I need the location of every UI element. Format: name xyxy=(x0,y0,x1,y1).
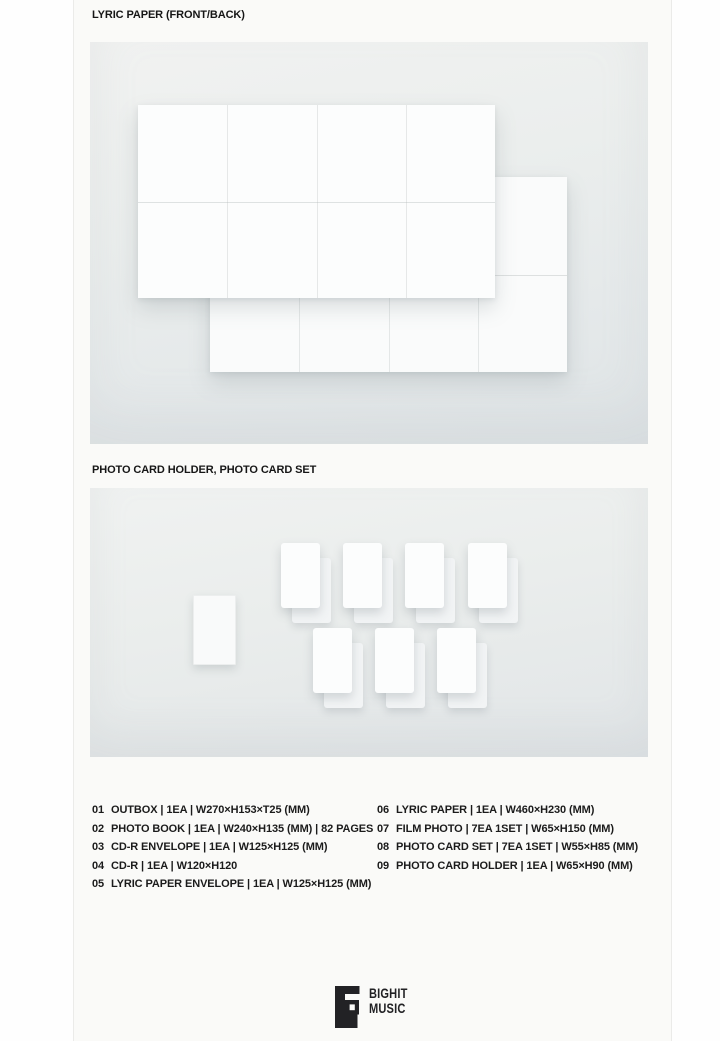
component-item xyxy=(92,820,377,839)
component-desc: PHOTO CARD HOLDER | 1EA | W65×H90 (MM) xyxy=(396,859,633,872)
bighit-logo-icon xyxy=(335,986,361,1028)
component-desc: CD-R ENVELOPE | 1EA | W125×H125 (MM) xyxy=(111,841,328,854)
photo-card-front xyxy=(343,543,382,608)
photo-card-front xyxy=(375,628,414,693)
component-item xyxy=(92,838,377,857)
photo-card-front xyxy=(313,628,352,693)
photo-card-front xyxy=(437,628,476,693)
fold-line xyxy=(138,202,495,203)
photo-card-pair xyxy=(281,543,332,624)
photo-card-pair xyxy=(405,543,456,624)
photo-card-holder xyxy=(193,595,236,665)
photo-card-photo xyxy=(90,488,648,757)
component-item xyxy=(377,857,657,876)
component-number: 01 xyxy=(92,804,105,816)
component-item xyxy=(92,801,377,820)
component-desc: PHOTO BOOK | 1EA | W240×H135 (MM) | 82 PAGES xyxy=(111,822,374,835)
component-desc: LYRIC PAPER ENVELOPE | 1EA | W125×H125 (MM) xyxy=(111,878,372,891)
component-item xyxy=(377,801,657,820)
photo-card-pair xyxy=(343,543,394,624)
section-title-photo-card: PHOTO CARD HOLDER, PHOTO CARD SET xyxy=(92,464,317,476)
logo-line-1: BIGHIT xyxy=(369,986,408,1001)
component-number: 09 xyxy=(377,859,390,872)
photo-card-pair xyxy=(468,543,519,624)
component-number: 04 xyxy=(92,859,105,872)
component-number: 06 xyxy=(377,804,390,816)
component-item xyxy=(377,838,657,857)
photo-card-pair xyxy=(313,628,364,709)
photo-card-front xyxy=(281,543,320,608)
photo-card-pair xyxy=(437,628,488,709)
section-title-lyric-paper: LYRIC PAPER (FRONT/BACK) xyxy=(92,9,245,21)
component-number: 02 xyxy=(92,822,105,835)
component-number: 08 xyxy=(377,841,390,854)
component-number: 05 xyxy=(92,878,105,891)
bighit-logo-text xyxy=(369,987,408,1016)
logo-line-2: MUSIC xyxy=(369,1000,406,1016)
photo-card-pair xyxy=(375,628,426,709)
lyric-paper-photo xyxy=(90,42,648,444)
photo-card-front xyxy=(468,543,507,608)
component-number: 03 xyxy=(92,841,105,854)
component-desc: OUTBOX | 1EA | W270×H153×T25 (MM) xyxy=(111,804,310,816)
component-desc: PHOTO CARD SET | 7EA 1SET | W55×H85 (MM) xyxy=(396,841,639,854)
component-list-left xyxy=(92,801,377,894)
lyric-paper-sheet-front xyxy=(138,105,495,298)
bighit-music-logo xyxy=(335,986,416,1028)
component-desc: FILM PHOTO | 7EA 1SET | W65×H150 (MM) xyxy=(396,822,614,835)
component-number: 07 xyxy=(377,822,390,835)
component-list-right xyxy=(377,801,657,875)
component-desc: CD-R | 1EA | W120×H120 xyxy=(111,859,238,872)
component-desc: LYRIC PAPER | 1EA | W460×H230 (MM) xyxy=(396,804,595,816)
component-item xyxy=(92,857,377,876)
component-item xyxy=(92,875,377,894)
photo-card-front xyxy=(405,543,444,608)
component-item xyxy=(377,820,657,839)
